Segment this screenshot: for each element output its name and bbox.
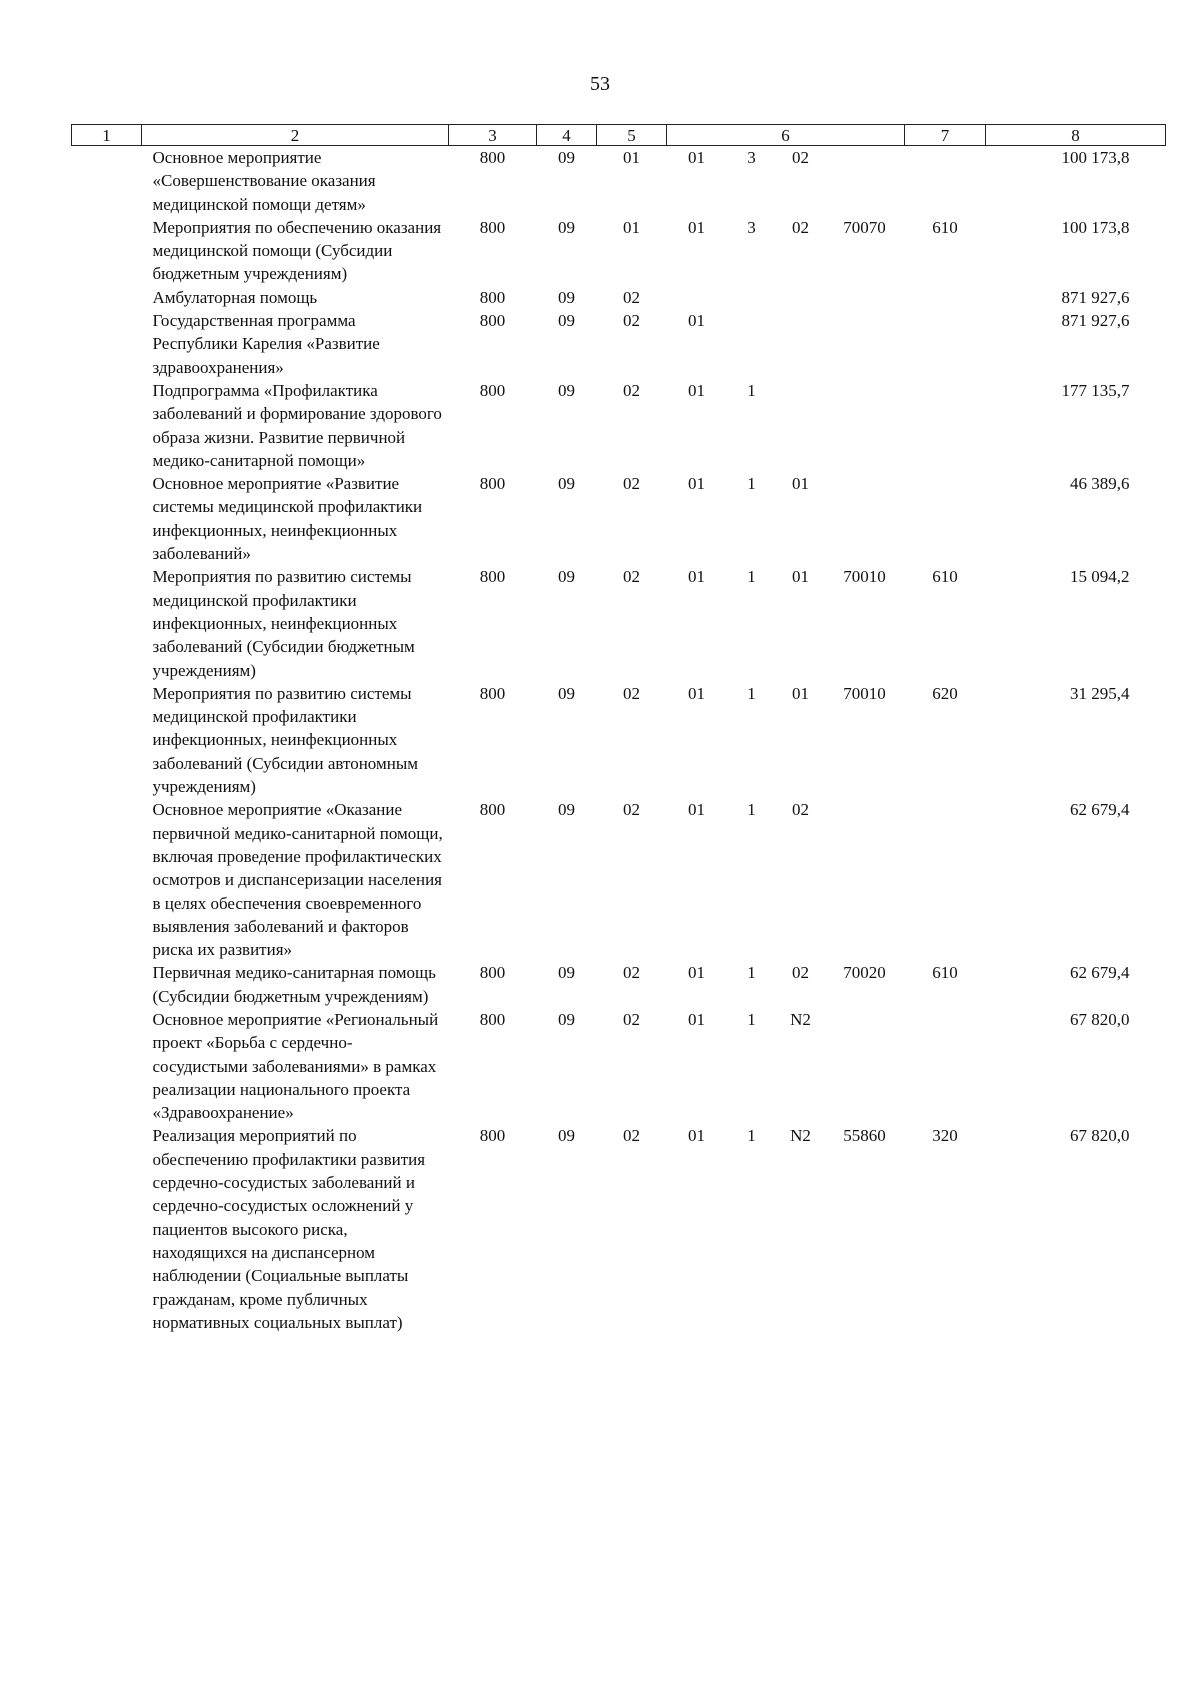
cell-admin-code: 800: [479, 311, 506, 331]
cell-subprogram-code: 3: [747, 148, 756, 167]
cell-direction-code: [825, 798, 905, 961]
cell-subsection-code: 01: [623, 217, 640, 237]
cell-name: Основное мероприятие «Оказание первичной медико-санитарной помощи, включая проведение профилактических осмотров и диспансеризации населения в целях обеспечения своевременного выявления заболеваний и факторов риска их развития»: [152, 800, 443, 960]
cell-subprogram-code: 3: [747, 217, 756, 237]
cell-direction-code: 55860: [843, 1126, 886, 1146]
cell-section-code: 09: [558, 474, 575, 494]
table-row: [72, 472, 1166, 565]
cell-program-code: 01: [688, 800, 705, 820]
cell-name: Амбулаторная помощь: [152, 287, 318, 307]
cell-measure-code: [777, 309, 825, 379]
table-row: [72, 309, 1166, 379]
table-row: [72, 565, 1166, 681]
cell-col-1: [72, 472, 142, 565]
cell-name: Подпрограмма «Профилактика заболеваний и формирование здорового образа жизни. Развитие первичной медико-санитарной помощи»: [152, 380, 442, 470]
cell-program-code: 01: [688, 1009, 705, 1029]
cell-expense-type: [905, 286, 986, 309]
cell-admin-code: 800: [479, 287, 506, 307]
header-col-6: 6: [667, 125, 905, 146]
cell-admin-code: 800: [479, 1009, 506, 1029]
cell-subprogram-code: 1: [747, 567, 756, 587]
cell-name: Государственная программа Республики Карелия «Развитие здравоохранения»: [152, 311, 380, 377]
cell-name: Первичная медико-санитарная помощь (Субсидии бюджетным учреждениям): [152, 963, 436, 1006]
cell-admin-code: 800: [479, 474, 506, 494]
cell-subprogram-code: 1: [747, 963, 756, 983]
cell-program-code: 01: [688, 963, 705, 983]
cell-expense-type: [905, 1008, 986, 1124]
header-col-8: 8: [986, 125, 1166, 146]
header-col-7: 7: [905, 125, 986, 146]
cell-amount: 15 094,2: [1070, 567, 1130, 587]
header-col-5: 5: [597, 125, 667, 146]
cell-section-code: 09: [558, 683, 575, 703]
cell-amount: 67 820,0: [1070, 1126, 1130, 1146]
cell-section-code: 09: [558, 311, 575, 331]
cell-name: Основное мероприятие «Совершенствование оказания медицинской помощи детям»: [152, 148, 376, 214]
cell-admin-code: 800: [479, 800, 506, 820]
cell-subprogram-code: 1: [747, 800, 756, 820]
cell-amount: 31 295,4: [1070, 683, 1130, 703]
cell-subprogram-code: 1: [747, 683, 756, 703]
cell-expense-type: 620: [932, 683, 958, 703]
cell-subsection-code: 02: [623, 380, 640, 400]
cell-measure-code: 02: [792, 800, 809, 820]
cell-expense-type: 610: [932, 963, 958, 983]
cell-section-code: 09: [558, 287, 575, 307]
cell-subsection-code: 02: [623, 683, 640, 703]
header-col-3: 3: [449, 125, 537, 146]
cell-name: Основное мероприятие «Региональный проект «Борьба с сердечно-сосудистыми заболеваниями» в рамках реализации национального проекта «Здравоохранение»: [152, 1009, 439, 1123]
cell-expense-type: 320: [932, 1126, 958, 1146]
cell-col-1: [72, 1124, 142, 1334]
cell-program-code: 01: [688, 311, 705, 331]
cell-name: Основное мероприятие «Развитие системы медицинской профилактики инфекционных, неинфекционных заболеваний»: [152, 474, 423, 564]
cell-section-code: 09: [558, 217, 575, 237]
header-col-1: 1: [72, 125, 142, 146]
table-row: [72, 379, 1166, 472]
cell-direction-code: [825, 309, 905, 379]
cell-col-1: [72, 961, 142, 1008]
cell-amount: 100 173,8: [1061, 217, 1130, 237]
cell-program-code: 01: [688, 1126, 705, 1146]
cell-col-1: [72, 565, 142, 681]
cell-direction-code: [825, 472, 905, 565]
cell-admin-code: 800: [479, 567, 506, 587]
cell-expense-type: [905, 472, 986, 565]
cell-col-1: [72, 379, 142, 472]
cell-subsection-code: 02: [623, 311, 640, 331]
cell-name: Мероприятия по развитию системы медицинской профилактики инфекционных, неинфекционных заболеваний (Субсидии бюджетным учреждениям): [152, 567, 415, 680]
cell-direction-code: [825, 146, 905, 216]
cell-subsection-code: 02: [623, 800, 640, 820]
cell-col-1: [72, 216, 142, 286]
cell-amount: 67 820,0: [1070, 1009, 1130, 1029]
cell-subsection-code: 02: [623, 1009, 640, 1029]
cell-amount: 177 135,7: [1061, 380, 1130, 400]
cell-amount: 100 173,8: [1061, 148, 1130, 167]
cell-program-code: 01: [688, 683, 705, 703]
table-row: [72, 1008, 1166, 1124]
header-col-2: 2: [142, 125, 449, 146]
table-row: [72, 682, 1166, 798]
table-row: [72, 1124, 1166, 1334]
cell-measure-code: 01: [792, 567, 809, 587]
cell-measure-code: 02: [792, 148, 809, 167]
table-body: [72, 146, 1166, 1335]
cell-program-code: 01: [688, 567, 705, 587]
cell-section-code: 09: [558, 567, 575, 587]
cell-subprogram-code: 1: [747, 1009, 756, 1029]
table-row: [72, 146, 1166, 216]
cell-measure-code: 01: [792, 474, 809, 494]
cell-direction-code: [825, 286, 905, 309]
cell-amount: 871 927,6: [1061, 287, 1130, 307]
cell-section-code: 09: [558, 800, 575, 820]
cell-admin-code: 800: [479, 380, 506, 400]
cell-measure-code: N2: [790, 1009, 811, 1029]
cell-col-1: [72, 286, 142, 309]
cell-subprogram-code: 1: [747, 474, 756, 494]
cell-col-1: [72, 798, 142, 961]
cell-direction-code: [825, 379, 905, 472]
cell-expense-type: [905, 146, 986, 216]
cell-measure-code: 01: [792, 683, 809, 703]
cell-direction-code: 70070: [843, 217, 886, 237]
cell-measure-code: 02: [792, 217, 809, 237]
table-row: [72, 286, 1166, 309]
cell-col-1: [72, 1008, 142, 1124]
cell-subprogram-code: [727, 286, 777, 309]
cell-direction-code: 70010: [843, 683, 886, 703]
cell-subsection-code: 02: [623, 287, 640, 307]
cell-admin-code: 800: [479, 217, 506, 237]
cell-measure-code: N2: [790, 1126, 811, 1146]
cell-subprogram-code: 1: [747, 1126, 756, 1146]
cell-measure-code: [777, 379, 825, 472]
cell-expense-type: 610: [932, 567, 958, 587]
cell-subsection-code: 01: [623, 148, 640, 167]
cell-subsection-code: 02: [623, 567, 640, 587]
cell-section-code: 09: [558, 963, 575, 983]
cell-amount: 46 389,6: [1070, 474, 1130, 494]
cell-admin-code: 800: [479, 148, 506, 167]
cell-amount: 62 679,4: [1070, 963, 1130, 983]
cell-expense-type: [905, 309, 986, 379]
cell-col-1: [72, 146, 142, 216]
cell-section-code: 09: [558, 380, 575, 400]
cell-subprogram-code: 1: [747, 380, 756, 400]
page-number: 53: [590, 73, 610, 95]
table-row: [72, 798, 1166, 961]
cell-program-code: 01: [688, 474, 705, 494]
cell-admin-code: 800: [479, 963, 506, 983]
cell-subsection-code: 02: [623, 474, 640, 494]
budget-table: [71, 124, 1166, 1334]
cell-section-code: 09: [558, 1126, 575, 1146]
cell-name: Реализация мероприятий по обеспечению профилактики развития сердечно-сосудистых заболеваний и сердечно-сосудистых осложнений у пациентов высокого риска, находящихся на диспансерном наблюдении (Социальные выплаты гражданам, кроме публичных нормативных социальных выплат): [152, 1126, 426, 1332]
cell-name: Мероприятия по обеспечению оказания медицинской помощи (Субсидии бюджетным учреждениям): [152, 217, 442, 284]
cell-measure-code: 02: [792, 963, 809, 983]
cell-program-code: [667, 286, 727, 309]
cell-direction-code: [825, 1008, 905, 1124]
cell-subsection-code: 02: [623, 963, 640, 983]
header-row: [72, 125, 1166, 146]
cell-program-code: 01: [688, 380, 705, 400]
cell-expense-type: [905, 379, 986, 472]
cell-direction-code: 70020: [843, 963, 886, 983]
cell-section-code: 09: [558, 1009, 575, 1029]
cell-expense-type: 610: [932, 217, 958, 237]
cell-program-code: 01: [688, 148, 705, 167]
cell-measure-code: [777, 286, 825, 309]
cell-subsection-code: 02: [623, 1126, 640, 1146]
cell-subprogram-code: [727, 309, 777, 379]
cell-amount: 871 927,6: [1061, 311, 1130, 331]
cell-amount: 62 679,4: [1070, 800, 1130, 820]
cell-name: Мероприятия по развитию системы медицинской профилактики инфекционных, неинфекционных заболеваний (Субсидии автономным учреждениям): [152, 683, 419, 797]
cell-admin-code: 800: [479, 1126, 506, 1146]
table-row: [72, 961, 1166, 1008]
cell-program-code: 01: [688, 217, 705, 237]
cell-expense-type: [905, 798, 986, 961]
cell-admin-code: 800: [479, 683, 506, 703]
table-row: [72, 216, 1166, 286]
cell-section-code: 09: [558, 148, 575, 167]
cell-col-1: [72, 309, 142, 379]
cell-direction-code: 70010: [843, 567, 886, 587]
header-col-4: 4: [537, 125, 597, 146]
cell-col-1: [72, 682, 142, 798]
